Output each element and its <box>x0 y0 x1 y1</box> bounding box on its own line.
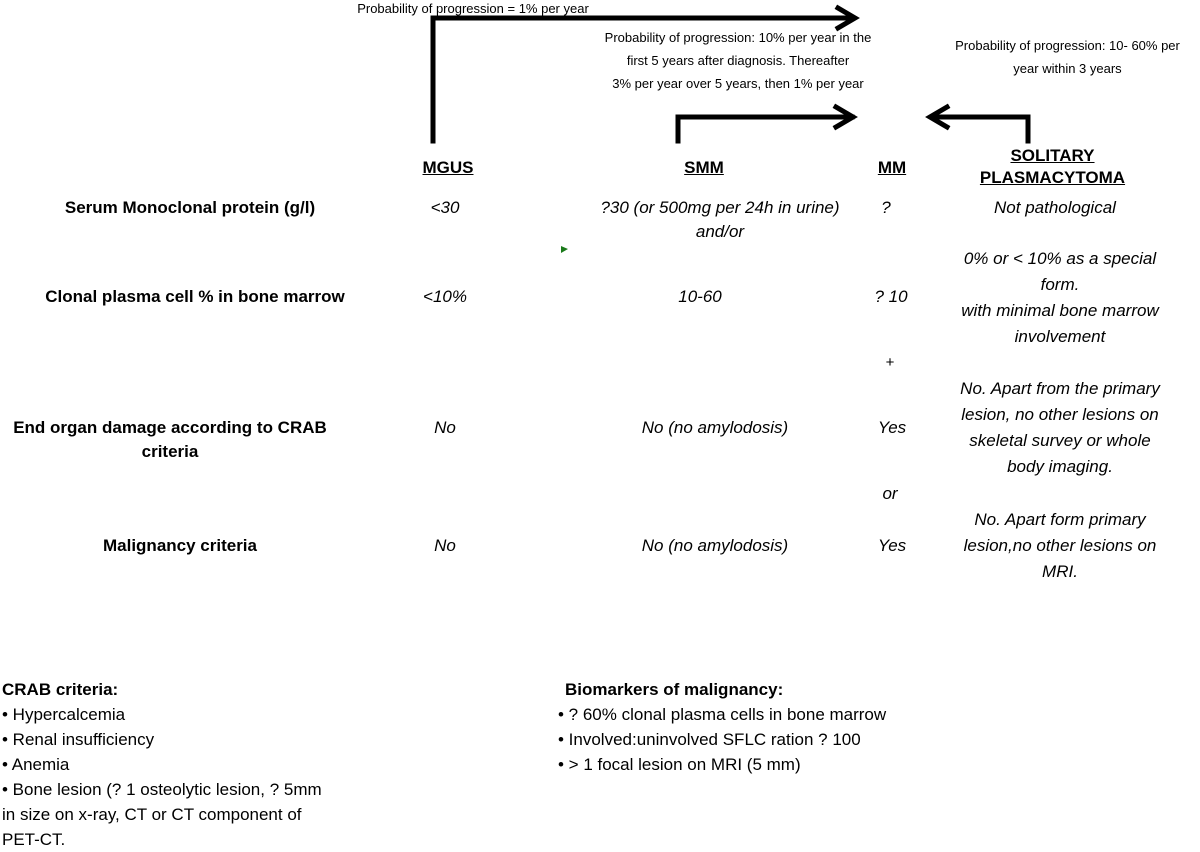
cell-line: and/or <box>695 222 745 241</box>
plasmacytoma-progression-text <box>925 34 1200 80</box>
biomarker-item: • ? 60% clonal plasma cells in bone marrow <box>558 705 887 724</box>
cell-line: body imaging. <box>1007 457 1113 476</box>
column-header-solitary-plasmacytoma <box>950 145 1155 189</box>
cell-line: ?30 (or 500mg per 24h in urine) <box>600 198 840 217</box>
cell-line: No. Apart form primary <box>974 510 1146 529</box>
cell-crab-mm: Yes <box>877 418 907 437</box>
cell-clonal-plasmacytoma <box>930 246 1190 350</box>
biomarker-item: • > 1 focal lesion on MRI (5 mm) <box>558 755 801 774</box>
cell-line: No. Apart from the primary <box>960 379 1160 398</box>
cell-clonal-mm: ? 10 <box>874 287 908 306</box>
cell-crab-smm: No (no amylodosis) <box>641 418 789 437</box>
cell-line: involvement <box>1014 327 1106 346</box>
column-header-smm: SMM <box>684 158 724 177</box>
cell-line: with minimal bone marrow <box>961 301 1159 320</box>
crab-criteria-item: • Hypercalcemia <box>2 705 126 724</box>
column-header-mm: MM <box>877 158 907 177</box>
crab-criteria-item: in size on x-ray, CT or CT component of <box>2 805 302 824</box>
smm-progression-line: first 5 years after diagnosis. Thereafter <box>626 53 850 68</box>
biomarkers-box <box>558 677 978 777</box>
biomarkers-title: Biomarkers of malignancy: <box>565 680 784 699</box>
smm-progression-text <box>568 26 908 95</box>
cell-malignancy-mm: Yes <box>877 536 907 555</box>
cell-line: lesion,no other lesions on <box>963 536 1157 555</box>
cell-line: 0% or < 10% as a special <box>963 249 1157 268</box>
cell-crab-mgus: No <box>434 418 456 437</box>
smm-progression-line: Probability of progression: 10% per year in the <box>604 30 872 45</box>
row-label-serum-protein: Serum Monoclonal protein (g/l) <box>64 198 316 217</box>
or-text: or <box>882 484 898 503</box>
cell-malignancy-smm: No (no amylodosis) <box>641 536 789 555</box>
column-header-line: PLASMACYTOMA <box>979 168 1126 187</box>
cell-serum-mgus: <30 <box>430 198 460 217</box>
cell-malignancy-mgus: No <box>434 536 456 555</box>
cell-clonal-smm: 10-60 <box>678 287 722 306</box>
cell-serum-mm: ? <box>881 198 891 217</box>
row-label-line: criteria <box>141 442 199 461</box>
green-mark <box>561 246 568 253</box>
plus-sign: + <box>885 354 895 371</box>
cell-serum-smm <box>560 196 880 244</box>
smm-progression-arrow <box>678 117 852 141</box>
mgus-progression-text: Probability of progression = 1% per year <box>357 1 589 16</box>
smm-progression-line: 3% per year over 5 years, then 1% per year <box>612 76 864 91</box>
plasmacytoma-progression-line: Probability of progression: 10- 60% per <box>955 38 1180 53</box>
crab-criteria-title: CRAB criteria: <box>2 680 119 699</box>
row-label-line: End organ damage according to CRAB <box>13 418 327 437</box>
cell-line: lesion, no other lesions on <box>961 405 1159 424</box>
row-label-malignancy-criteria: Malignancy criteria <box>102 536 257 555</box>
cell-line: skeletal survey or whole <box>969 431 1151 450</box>
biomarker-item: • Involved:uninvolved SFLC ration ? 100 <box>558 730 861 749</box>
crab-criteria-box <box>2 677 402 852</box>
row-label-clonal-plasma-cell: Clonal plasma cell % in bone marrow <box>45 287 345 306</box>
cell-line: MRI. <box>1042 562 1078 581</box>
crab-criteria-item: PET-CT. <box>2 830 66 849</box>
plasmacytoma-progression-line: year within 3 years <box>1013 61 1122 76</box>
crab-criteria-item: • Bone lesion (? 1 osteolytic lesion, ? 5mm <box>2 780 322 799</box>
crab-criteria-item: • Anemia <box>2 755 70 774</box>
cell-clonal-mgus: <10% <box>423 287 467 306</box>
cell-serum-plasmacytoma: Not pathological <box>994 198 1116 217</box>
column-header-line: SOLITARY <box>1010 146 1095 165</box>
cell-line: form. <box>1040 275 1080 294</box>
row-label-end-organ-damage <box>0 416 340 464</box>
cell-malignancy-plasmacytoma <box>930 507 1190 585</box>
crab-criteria-item: • Renal insufficiency <box>2 730 155 749</box>
column-header-mgus: MGUS <box>422 158 474 177</box>
cell-crab-plasmacytoma <box>930 376 1190 480</box>
